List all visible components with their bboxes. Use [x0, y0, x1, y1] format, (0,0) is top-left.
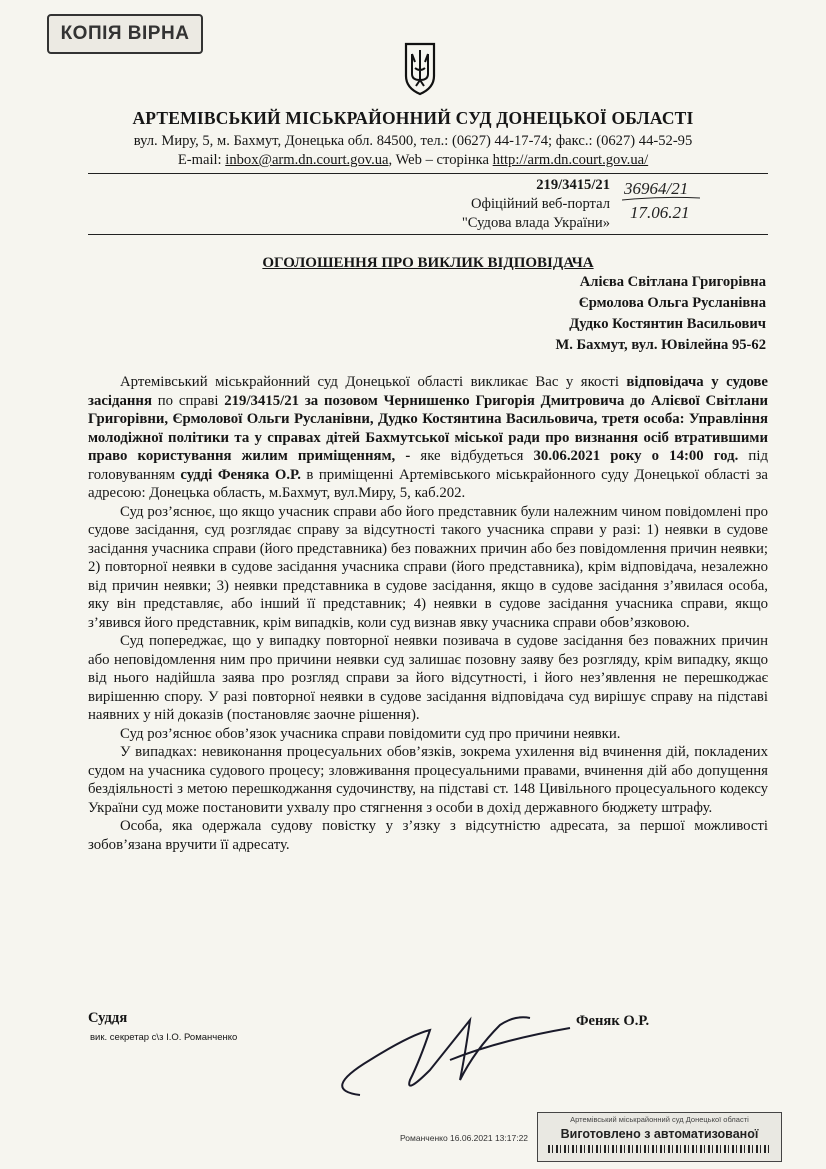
paragraph-summons: Артемівський міськрайонний суд Донецької області викликає Вас у якості відповідача у судове засідання по справі 219/3415/21 за позовом Чернишенко Григорія Дмитровича до Алієвої Світлани Григорівни, Єрмолової Ольги Русланівни, Дудко Костянтина Васильовича, третя особа: Управління молодіжної політики та у справах дітей Бахмутської міської ради про визнання осіб втратившими право користування жилим приміщенням, - яке відбудеться 30.06.2021 року о 14:00 год. під головуванням судді Феняка О.Р. в приміщенні Артемівського міськрайонного суду Донецької області за адресою: Донецька область, м.Бахмут, вул.Миру, 5, каб.202.: [88, 374, 768, 501]
judge-signature: [300, 1000, 580, 1105]
judge-name: Феняк О.Р.: [576, 1013, 650, 1029]
handwritten-number: 36964/21: [624, 179, 689, 198]
notice-title: [88, 255, 768, 272]
paragraph-delivery: Особа, яка одержала судову повістку у з’язку з відсутністю адресата, за першої можливості зобов’язана вручити її адресату.: [88, 818, 768, 853]
court-address: вул. Миру, 5, м. Бахмут, Донецька обл. 84500, тел.: (0627) 44-17-74; факс.: (0627) 44-52-95: [133, 133, 693, 149]
judge-label: Суддя: [88, 1010, 128, 1026]
notice-body: [88, 373, 768, 854]
recipient-2: Єрмолова Ольга Русланівна: [578, 295, 766, 311]
handwritten-registration: [622, 176, 702, 226]
header-divider: [88, 173, 768, 174]
website-link[interactable]: http://arm.dn.court.gov.ua/: [492, 152, 649, 168]
print-timestamp: Романченко 16.06.2021 13:17:22: [400, 1133, 529, 1143]
court-contacts: [0, 152, 826, 169]
recipient-address: М. Бахмут, вул. Ювілейна 95-62: [555, 337, 766, 353]
handwritten-date: 17.06.21: [630, 203, 690, 222]
case-divider: [88, 234, 768, 235]
case-number: 219/3415/21: [536, 177, 610, 193]
recipient-1: Алієва Світлана Григорівна: [579, 274, 766, 290]
portal-line-1: Офіційний веб-портал: [470, 196, 610, 212]
recipient-3: Дудко Костянтин Васильович: [569, 316, 766, 332]
notice-title-text: ОГОЛОШЕННЯ ПРО ВИКЛИК ВІДПОВІДАЧА: [262, 255, 594, 271]
secretary-note: вик. секретар с\з І.О. Романченко: [90, 1032, 238, 1043]
automation-stamp-text: Виготовлено з автоматизованої: [560, 1127, 759, 1141]
paragraph-warning: Суд попереджає, що у випадку повторної неявки позивача в судове засідання без поважних причин або неповідомлення ним про причини неявки суд залишає позовну заяву без розгляду, крім випадку, якщо від нього надійшла заява про розгляд справи за його відсутності, і його нез’явлення не перешкоджає вирішенню спору. У разі повторної неявки в судове засідання відповідача суд вирішує справу на підставі наявних у ній доказів (постановляє заочне рішення).: [88, 633, 768, 723]
case-block: [420, 176, 610, 233]
paragraph-absence-rules: Суд роз’яснює, що якщо учасник справи або його представник були належним чином повідомлені про судове засідання, суд розглядає справу за відсутності такого учасника справи у разі: 1) неявки в судове засідання учасника справи (його представника) без поважних причин або без повідомлення причин неявки; 2) повторної неявки в судове засідання учасника справи (його представника), крім відповідача, незалежно від причин неявки; 3) неявки представника в судове засідання, якщо в судове засідання з’явилася особа, яку він представляє, або інший її представник; 4) неявки в судове засідання учасника справи, якщо з’явився його представник, крім випадків, коли суд визнав явку учасника справи обов’язковою.: [88, 503, 768, 631]
barcode-icon: [548, 1145, 771, 1153]
email-label: E-mail:: [177, 152, 226, 168]
web-label: , Web – сторінка: [388, 152, 493, 168]
email-link[interactable]: inbox@arm.dn.court.gov.ua: [225, 152, 389, 168]
paragraph-penalty: У випадках: невиконання процесуальних обов’язків, зокрема ухилення від вчинення дій, покладених судом на учасника судового процесу; зловживання процесуальними правами, вчинення дій або допущення бездіяльності з метою перешкоджання судочинству, на підставі ст. 148 Цивільного процесуального кодексу України суд може постановити ухвалу про стягнення з особи в дохід державного бюджету штрафу.: [88, 744, 768, 816]
paragraph-notify-duty: Суд роз’яснює обов’язок учасника справи повідомити суд про причини неявки.: [120, 725, 621, 742]
court-name: АРТЕМІВСЬКИЙ МІСЬКРАЙОННИЙ СУД ДОНЕЦЬКОЇ ОБЛАСТІ: [132, 108, 694, 128]
automation-stamp: [537, 1112, 782, 1162]
recipients-block: [380, 272, 766, 356]
trident-emblem-icon: [403, 40, 437, 96]
portal-line-2: "Судова влада України»: [461, 215, 610, 231]
copy-verified-stamp: КОПІЯ ВІРНА: [47, 14, 203, 54]
automation-stamp-court: Артемівський міськрайонний суд Донецької області: [570, 1115, 749, 1124]
